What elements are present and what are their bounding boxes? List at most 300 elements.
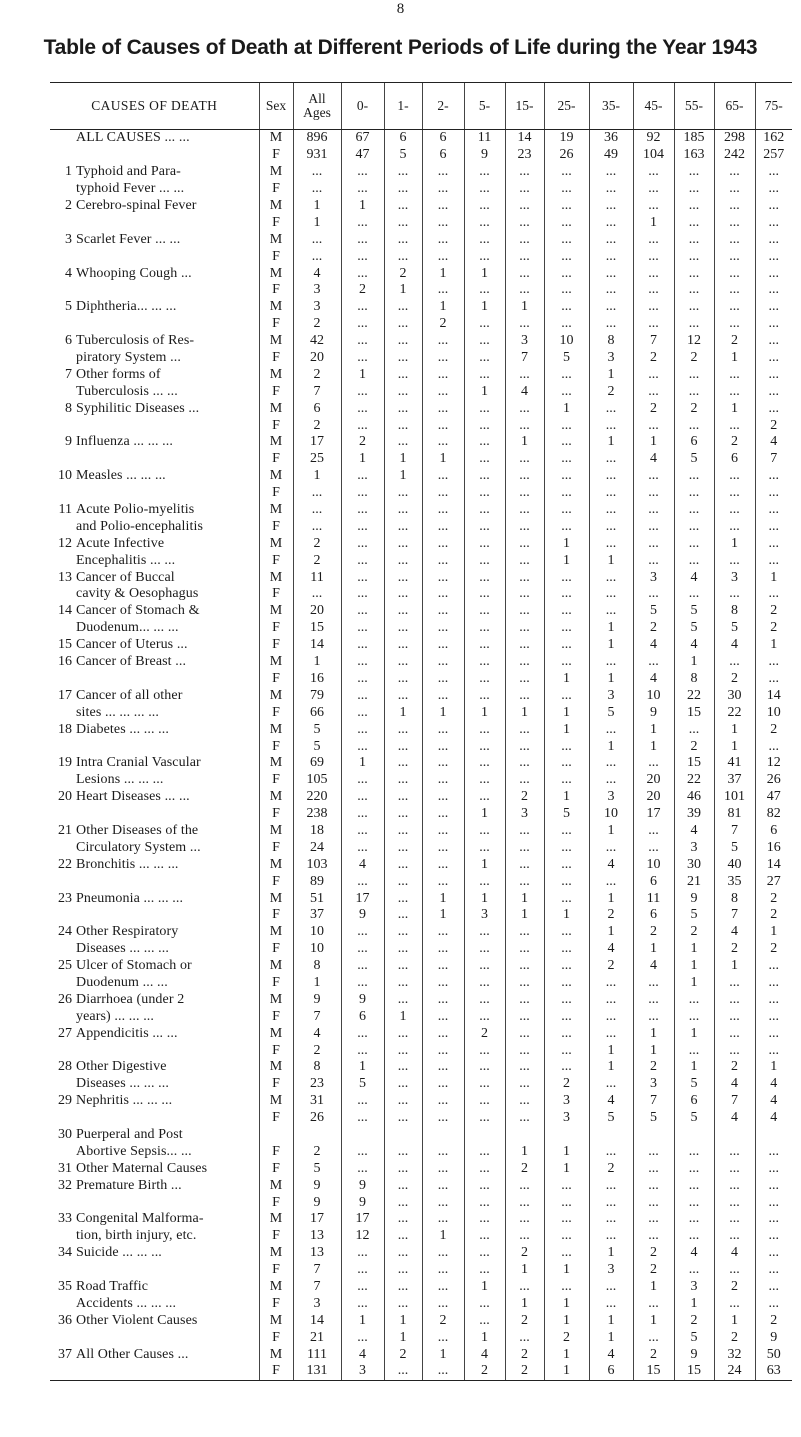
age-group-cell: ... [384, 603, 422, 620]
age-group-cell: ... [714, 991, 755, 1008]
age-group-cell: ... [544, 569, 589, 586]
age-group-cell: ... [755, 1008, 792, 1025]
age-group-cell: ... [464, 1194, 505, 1211]
cause-cell [50, 282, 259, 299]
age-group-cell: ... [633, 1228, 674, 1245]
age-group-cell: ... [341, 535, 384, 552]
age-group-cell: 1 [464, 890, 505, 907]
age-group-cell: ... [505, 823, 544, 840]
age-group-cell: 2 [341, 282, 384, 299]
age-group-cell: ... [755, 299, 792, 316]
age-group-cell: ... [755, 738, 792, 755]
age-group-cell: 2 [755, 907, 792, 924]
cause-cell [50, 400, 259, 417]
age-group-cell: ... [714, 518, 755, 535]
age-group-cell: ... [674, 1194, 714, 1211]
age-group-cell: ... [505, 958, 544, 975]
age-group-cell [505, 1127, 544, 1144]
table-row [50, 671, 792, 688]
age-group-cell: 1 [544, 1363, 589, 1380]
age-group-cell: 3 [714, 569, 755, 586]
age-group-cell: 8 [589, 333, 633, 350]
cause-cell [50, 434, 259, 451]
sex-cell: F [259, 1295, 293, 1312]
age-group-cell: ... [755, 958, 792, 975]
age-group-cell: ... [505, 468, 544, 485]
sex-cell: F [259, 671, 293, 688]
age-group-cell: ... [714, 265, 755, 282]
age-group-cell: ... [384, 654, 422, 671]
age-group-cell: ... [505, 451, 544, 468]
cause-label: Encephalitis ... ... [76, 552, 176, 568]
all-ages-cell: ... [293, 485, 341, 502]
age-group-cell: ... [633, 164, 674, 181]
cause-cell [50, 552, 259, 569]
table-row [50, 299, 792, 316]
age-group-cell: ... [464, 789, 505, 806]
cause-label: Other forms of [76, 366, 161, 382]
age-group-cell: ... [544, 451, 589, 468]
age-group-cell: ... [544, 654, 589, 671]
cause-number: 23 [58, 890, 72, 906]
all-ages-cell: 4 [293, 1025, 341, 1042]
age-group-cell [464, 1127, 505, 1144]
age-group-cell: 7 [714, 907, 755, 924]
all-ages-cell: 7 [293, 1008, 341, 1025]
age-group-cell: 22 [714, 704, 755, 721]
age-group-cell: ... [505, 1279, 544, 1296]
age-group-cell: 1 [464, 299, 505, 316]
age-group-cell: ... [422, 400, 464, 417]
age-group-cell: ... [422, 333, 464, 350]
age-group-cell: ... [505, 1025, 544, 1042]
sex-cell: M [259, 1177, 293, 1194]
age-group-cell: ... [464, 518, 505, 535]
age-group-cell: ... [422, 417, 464, 434]
age-group-cell: ... [674, 1160, 714, 1177]
age-group-cell: 20 [633, 772, 674, 789]
age-group-cell: 10 [755, 704, 792, 721]
cause-number: 24 [58, 924, 72, 940]
age-group-cell: 9 [464, 147, 505, 164]
age-group-cell: ... [464, 772, 505, 789]
age-group-cell [544, 1127, 589, 1144]
age-group-cell: ... [464, 941, 505, 958]
age-group-cell: ... [384, 333, 422, 350]
table-row [50, 569, 792, 586]
age-group-cell: 1 [544, 552, 589, 569]
age-group-cell: ... [505, 282, 544, 299]
cause-label: Cancer of Uterus ... [76, 637, 188, 653]
age-group-cell: ... [589, 518, 633, 535]
age-group-cell: ... [384, 1363, 422, 1380]
age-group-cell: ... [633, 265, 674, 282]
age-group-cell: ... [755, 1194, 792, 1211]
age-group-cell: 1 [714, 721, 755, 738]
age-group-cell: 1 [544, 1295, 589, 1312]
age-group-cell: ... [464, 1059, 505, 1076]
age-group-cell: ... [422, 366, 464, 383]
all-ages-cell: 24 [293, 839, 341, 856]
age-group-cell: ... [544, 417, 589, 434]
age-group-cell: 1 [544, 704, 589, 721]
age-group-cell: 8 [714, 603, 755, 620]
age-group-cell: 3 [341, 1363, 384, 1380]
sex-cell: M [259, 333, 293, 350]
age-group-cell: 1 [589, 1042, 633, 1059]
age-group-cell: ... [384, 1295, 422, 1312]
age-group-cell: ... [674, 417, 714, 434]
age-group-cell: 9 [674, 1346, 714, 1363]
age-group-cell: 1 [422, 907, 464, 924]
age-group-cell: ... [714, 1295, 755, 1312]
all-ages-cell: 20 [293, 603, 341, 620]
age-group-cell: 2 [674, 400, 714, 417]
age-group-cell: ... [633, 1295, 674, 1312]
cause-cell [50, 958, 259, 975]
age-group-cell: 1 [674, 654, 714, 671]
age-group-cell: 2 [674, 738, 714, 755]
age-group-cell: 2 [422, 316, 464, 333]
age-group-cell: ... [464, 333, 505, 350]
age-group-cell: 7 [714, 1093, 755, 1110]
age-group-cell: ... [589, 839, 633, 856]
age-group-cell: ... [674, 991, 714, 1008]
age-group-cell: 2 [633, 1346, 674, 1363]
age-group-cell: 1 [464, 1279, 505, 1296]
cause-number: 14 [58, 603, 72, 619]
age-group-cell: 1 [341, 451, 384, 468]
age-group-cell: ... [755, 1160, 792, 1177]
cause-cell [50, 721, 259, 738]
cause-cell [50, 1093, 259, 1110]
age-group-cell: 1 [384, 1008, 422, 1025]
age-group-cell: 50 [755, 1346, 792, 1363]
age-group-cell: 47 [341, 147, 384, 164]
age-group-cell: ... [544, 975, 589, 992]
age-group-cell: ... [384, 924, 422, 941]
age-group-cell: 12 [341, 1228, 384, 1245]
table-row [50, 1363, 792, 1380]
age-group-cell: ... [464, 958, 505, 975]
age-group-cell: 4 [714, 1245, 755, 1262]
cause-cell [50, 755, 259, 772]
age-group-cell: 6 [589, 1363, 633, 1380]
age-group-cell: 5 [674, 620, 714, 637]
age-group-cell: ... [544, 299, 589, 316]
age-group-cell: ... [544, 316, 589, 333]
age-group-cell: 40 [714, 856, 755, 873]
age-group-cell: ... [589, 991, 633, 1008]
age-group-cell: ... [422, 856, 464, 873]
age-group-cell: ... [674, 299, 714, 316]
table-row [50, 265, 792, 282]
cause-label: Road Traffic [76, 1279, 149, 1294]
age-group-cell: ... [384, 1211, 422, 1228]
age-group-cell: 4 [714, 1076, 755, 1093]
age-group-cell: 30 [674, 856, 714, 873]
age-group-cell: 2 [505, 1312, 544, 1329]
age-group-cell: 4 [633, 451, 674, 468]
table-row [50, 1008, 792, 1025]
age-group-cell: ... [544, 924, 589, 941]
sex-cell: F [259, 214, 293, 231]
all-ages-cell: 2 [293, 1143, 341, 1160]
cause-number: 36 [58, 1312, 72, 1328]
cause-cell [50, 924, 259, 941]
age-group-cell: ... [714, 1262, 755, 1279]
age-group-cell: ... [589, 1228, 633, 1245]
age-group-cell: ... [633, 1143, 674, 1160]
all-ages-cell: 1 [293, 214, 341, 231]
age-group-cell: ... [505, 975, 544, 992]
cause-label: Accidents ... ... ... [76, 1295, 177, 1311]
cause-cell [50, 1295, 259, 1312]
age-group-cell: ... [505, 535, 544, 552]
table-row [50, 434, 792, 451]
age-group-cell: 1 [341, 366, 384, 383]
age-group-cell: ... [422, 958, 464, 975]
cause-cell [50, 1211, 259, 1228]
cause-number: 11 [58, 502, 72, 518]
age-group-cell: 2 [714, 333, 755, 350]
age-group-cell: 20 [633, 789, 674, 806]
all-ages-cell: ... [293, 502, 341, 519]
age-group-cell: ... [422, 823, 464, 840]
cause-number: 17 [58, 687, 72, 703]
all-ages-cell: 8 [293, 958, 341, 975]
age-group-cell: 41 [714, 755, 755, 772]
age-group-cell: 14 [505, 130, 544, 147]
all-ages-cell: 10 [293, 941, 341, 958]
cause-label: Cancer of Stomach & [76, 603, 200, 619]
age-group-cell: 2 [341, 434, 384, 451]
table-row [50, 147, 792, 164]
age-group-cell: ... [714, 198, 755, 215]
table-row [50, 975, 792, 992]
age-group-cell: ... [464, 620, 505, 637]
header-row [50, 83, 792, 130]
age-group-cell: ... [505, 1228, 544, 1245]
age-group-cell: 22 [674, 772, 714, 789]
age-group-cell: ... [341, 806, 384, 823]
age-group-cell: 1 [422, 299, 464, 316]
age-group-cell: ... [464, 687, 505, 704]
cause-cell [50, 1279, 259, 1296]
age-group-cell: ... [464, 181, 505, 198]
age-group-cell: ... [464, 282, 505, 299]
age-group-cell: ... [633, 518, 674, 535]
age-group-cell: ... [589, 975, 633, 992]
age-group-cell: ... [674, 1262, 714, 1279]
age-group-cell: ... [755, 1262, 792, 1279]
sex-cell: M [259, 1211, 293, 1228]
cause-label: Heart Diseases ... ... [76, 789, 190, 805]
age-group-cell: 1 [384, 451, 422, 468]
age-group-cell: 2 [589, 1160, 633, 1177]
age-group-cell: ... [755, 1025, 792, 1042]
age-group-cell: 1 [505, 890, 544, 907]
age-group-cell: ... [544, 383, 589, 400]
age-group-cell: ... [589, 535, 633, 552]
age-group-cell: 10 [633, 687, 674, 704]
table-row [50, 1110, 792, 1127]
cause-label: sites ... ... ... ... [76, 704, 159, 720]
age-group-cell: 1 [714, 535, 755, 552]
age-group-cell: ... [422, 1042, 464, 1059]
age-group-cell: 1 [505, 1143, 544, 1160]
age-group-cell: ... [674, 586, 714, 603]
age-group-cell: ... [422, 569, 464, 586]
age-group-cell: 1 [544, 1143, 589, 1160]
age-group-cell: ... [544, 214, 589, 231]
cause-cell [50, 873, 259, 890]
age-group-cell: ... [544, 434, 589, 451]
table-row [50, 1312, 792, 1329]
age-group-cell: ... [384, 755, 422, 772]
age-group-cell: ... [674, 316, 714, 333]
age-group-cell: ... [544, 620, 589, 637]
age-group-cell: 21 [674, 873, 714, 890]
age-group-cell: ... [755, 1279, 792, 1296]
age-group-cell: ... [464, 1076, 505, 1093]
age-group-cell: 6 [633, 873, 674, 890]
cause-cell [50, 1025, 259, 1042]
age-group-cell: ... [674, 1228, 714, 1245]
sex-cell: F [259, 282, 293, 299]
age-group-cell: 4 [589, 1346, 633, 1363]
age-group-cell: ... [505, 687, 544, 704]
age-group-cell: 1 [544, 1262, 589, 1279]
sex-cell: F [259, 1076, 293, 1093]
age-group-cell: ... [589, 1143, 633, 1160]
age-group-cell: ... [755, 654, 792, 671]
age-group-cell: ... [544, 1279, 589, 1296]
age-group-cell: ... [633, 1008, 674, 1025]
age-group-cell: ... [755, 535, 792, 552]
all-ages-cell: 7 [293, 1262, 341, 1279]
cause-label: Nephritis ... ... ... [76, 1093, 173, 1109]
all-ages-cell: 26 [293, 1110, 341, 1127]
all-ages-cell: 6 [293, 400, 341, 417]
sex-cell: M [259, 231, 293, 248]
age-group-cell: ... [589, 248, 633, 265]
age-group-cell: ... [341, 873, 384, 890]
age-group-cell: ... [341, 350, 384, 367]
age-group-cell: ... [384, 941, 422, 958]
age-group-cell: ... [755, 1211, 792, 1228]
age-group-cell: ... [464, 1093, 505, 1110]
age-group-cell: 4 [755, 1076, 792, 1093]
age-group-cell: 1 [589, 1245, 633, 1262]
table-row [50, 721, 792, 738]
age-group-cell: ... [589, 265, 633, 282]
age-group-cell: 1 [384, 1312, 422, 1329]
age-group-cell: ... [589, 282, 633, 299]
age-group-cell: 5 [674, 603, 714, 620]
cause-number: 25 [58, 958, 72, 974]
age-group-cell: ... [384, 991, 422, 1008]
age-group-cell: ... [505, 485, 544, 502]
age-group-cell: ... [464, 671, 505, 688]
age-group-cell: ... [589, 181, 633, 198]
age-group-cell: 2 [755, 941, 792, 958]
age-group-cell: ... [633, 654, 674, 671]
age-group-cell: ... [384, 687, 422, 704]
age-group-cell: ... [633, 366, 674, 383]
age-group-cell: ... [589, 1076, 633, 1093]
cause-cell [50, 265, 259, 282]
age-group-cell: ... [674, 265, 714, 282]
age-group-cell: 104 [633, 147, 674, 164]
cause-number: 3 [65, 231, 72, 247]
age-group-cell: ... [755, 282, 792, 299]
age-group-cell: ... [505, 1042, 544, 1059]
age-group-cell: 1 [589, 671, 633, 688]
sex-cell: M [259, 991, 293, 1008]
age-group-cell: 49 [589, 147, 633, 164]
age-group-cell: ... [505, 518, 544, 535]
age-group-cell: ... [341, 1143, 384, 1160]
age-group-cell: 3 [674, 1279, 714, 1296]
age-group-cell: ... [674, 535, 714, 552]
age-group-cell: ... [422, 181, 464, 198]
age-group-cell: ... [422, 1211, 464, 1228]
age-group-cell: ... [422, 721, 464, 738]
sex-cell: M [259, 502, 293, 519]
age-group-cell: ... [422, 1262, 464, 1279]
sex-cell: M [259, 265, 293, 282]
age-group-cell: 2 [633, 1059, 674, 1076]
cause-label: Premature Birth ... [76, 1177, 182, 1193]
age-group-cell: ... [422, 518, 464, 535]
age-group-cell: ... [589, 468, 633, 485]
age-group-cell: ... [633, 417, 674, 434]
all-ages-cell: 238 [293, 806, 341, 823]
age-group-cell: 10 [544, 333, 589, 350]
age-group-cell: ... [674, 502, 714, 519]
age-group-cell: ... [633, 1194, 674, 1211]
age-group-cell: 5 [341, 1076, 384, 1093]
all-ages-cell: 16 [293, 671, 341, 688]
age-group-cell: ... [589, 1177, 633, 1194]
age-group-cell: ... [384, 400, 422, 417]
age-group-cell: ... [505, 772, 544, 789]
table-row [50, 772, 792, 789]
sex-cell: M [259, 958, 293, 975]
age-group-cell: 92 [633, 130, 674, 147]
age-group-cell: 2 [755, 417, 792, 434]
age-group-cell: ... [422, 1059, 464, 1076]
cause-cell [50, 518, 259, 535]
cause-cell [50, 671, 259, 688]
all-ages-cell: 4 [293, 265, 341, 282]
cause-label: Diabetes ... ... ... [76, 721, 169, 737]
all-ages-cell: 31 [293, 1093, 341, 1110]
age-group-cell: 2 [633, 350, 674, 367]
cause-label: Circulatory System ... [76, 839, 201, 855]
age-group-cell: ... [422, 991, 464, 1008]
age-15-header: 15- [505, 83, 544, 130]
sex-cell: M [259, 535, 293, 552]
table-row [50, 181, 792, 198]
cause-label: Tuberculosis of Res- [76, 333, 195, 349]
table-row [50, 451, 792, 468]
cause-label: Other Digestive [76, 1059, 167, 1075]
age-group-cell: 5 [674, 907, 714, 924]
cause-cell [50, 772, 259, 789]
age-group-cell: ... [544, 1211, 589, 1228]
